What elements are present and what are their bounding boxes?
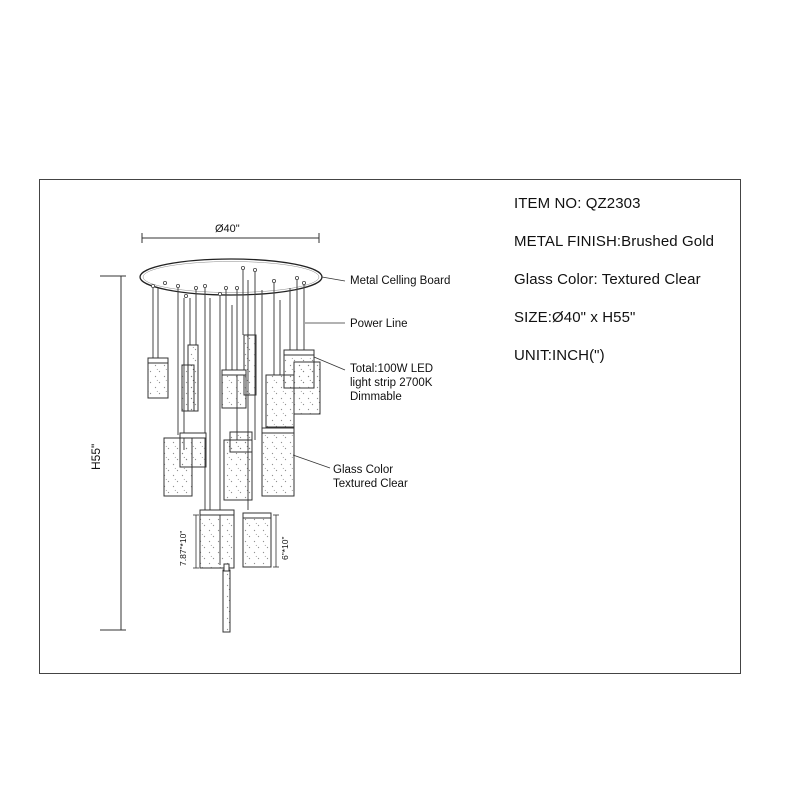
ceiling-board-label: Metal Celling Board bbox=[350, 275, 451, 287]
height-dimension bbox=[100, 276, 126, 630]
glass-color-spec: Glass Color: Textured Clear bbox=[514, 271, 701, 288]
left-pendant-size: 7.87"*10" bbox=[178, 530, 188, 566]
height-label: H55" bbox=[89, 443, 103, 470]
glass-pendants bbox=[148, 335, 320, 632]
led-label-line1: Total:100W LED bbox=[350, 363, 434, 375]
size-spec: SIZE:Ø40" x H55" bbox=[514, 309, 636, 326]
ceiling-board bbox=[140, 259, 322, 295]
diameter-label: Ø40" bbox=[215, 223, 240, 235]
led-label-line3: Dimmable bbox=[350, 391, 402, 403]
glass-label-line2: Textured Clear bbox=[333, 478, 408, 490]
metal-finish: METAL FINISH:Brushed Gold bbox=[514, 233, 715, 250]
unit-spec: UNIT:INCH(") bbox=[514, 347, 605, 364]
led-label-line2: light strip 2700K bbox=[350, 377, 433, 389]
power-line-label: Power Line bbox=[350, 318, 408, 330]
item-number: ITEM NO: QZ2303 bbox=[514, 195, 641, 212]
right-pendant-size: 6"*10" bbox=[280, 536, 290, 560]
glass-label-line1: Glass Color bbox=[333, 464, 394, 476]
